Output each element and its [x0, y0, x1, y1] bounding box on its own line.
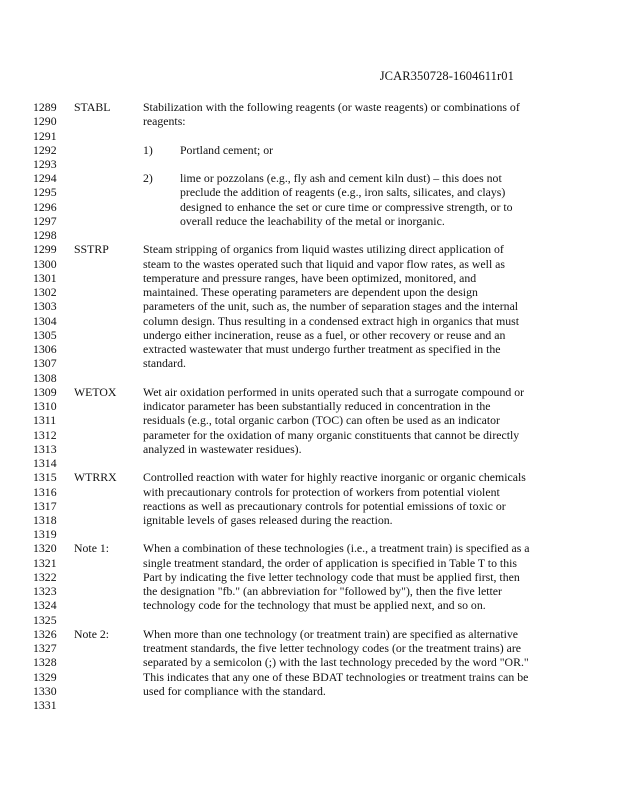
line-number: 1315 — [33, 470, 57, 485]
list-item-line: designed to enhance the set or cure time or compressive strength, or to — [180, 199, 513, 214]
line-number: 1299 — [33, 242, 57, 257]
list-item-number: 2) — [143, 171, 153, 186]
line-number: 1324 — [33, 598, 57, 613]
line-number: 1319 — [33, 527, 57, 542]
line-number: 1298 — [33, 228, 57, 243]
line-number: 1316 — [33, 484, 57, 499]
note-line: the designation "fb." (an abbreviation for "followed by"), then the five letter — [143, 584, 502, 599]
definition-line: standard. — [143, 356, 186, 371]
note-line: separated by a semicolon (;) with the last technology preceded by the word "OR." — [143, 655, 529, 670]
definition-line: Controlled reaction with water for highly reactive inorganic or organic chemicals — [143, 470, 526, 485]
line-number: 1294 — [33, 171, 57, 186]
line-number: 1295 — [33, 185, 57, 200]
line-number: 1313 — [33, 441, 57, 456]
definition-line: parameters of the unit, such as, the number of separation stages and the internal — [143, 299, 519, 314]
definition-line: maintained. These operating parameters are dependent upon the design — [143, 285, 478, 300]
definition-line: with precautionary controls for protection of workers from potential violent — [143, 484, 500, 499]
line-number: 1327 — [33, 641, 57, 656]
line-number: 1302 — [33, 285, 57, 300]
list-item-line: lime or pozzolans (e.g., fly ash and cement kiln dust) – this does not — [180, 171, 502, 186]
line-number: 1300 — [33, 256, 57, 271]
line-number: 1304 — [33, 313, 57, 328]
line-number: 1329 — [33, 669, 57, 684]
line-number: 1318 — [33, 513, 57, 527]
line-number: 1328 — [33, 655, 57, 670]
line-number: 1307 — [33, 356, 57, 371]
note-line: treatment standards, the five letter technology codes (or the treatment trains) are — [143, 641, 522, 656]
note-line: used for compliance with the standard. — [143, 683, 326, 698]
list-item-number: 1) — [143, 142, 153, 157]
line-number: 1326 — [33, 626, 57, 641]
line-number: 1296 — [33, 199, 57, 214]
note-label: Note 2: — [74, 626, 110, 641]
technology-code: STABL — [74, 100, 111, 114]
technology-code: WETOX — [74, 384, 117, 399]
note-line: Part by indicating the five letter technology code that must be applied first, then — [143, 569, 520, 584]
line-number: 1331 — [33, 698, 57, 713]
line-number: 1290 — [33, 114, 57, 129]
line-number: 1322 — [33, 569, 57, 584]
line-number: 1306 — [33, 342, 57, 357]
line-number: 1291 — [33, 128, 57, 143]
note-line: technology code for the technology that must be applied next, and so on. — [143, 598, 486, 613]
definition-line: steam to the wastes operated such that liquid and vapor flow rates, as well as — [143, 256, 505, 271]
definition-line: analyzed in wastewater residues). — [143, 441, 302, 456]
line-number: 1323 — [33, 584, 57, 599]
note-line: single treatment standard, the order of application is specified in Table T to this — [143, 555, 517, 570]
line-number: 1314 — [33, 456, 57, 470]
definition-line: Stabilization with the following reagents (or waste reagents) or combinations of — [143, 100, 520, 114]
note-line: When a combination of these technologies (i.e., a treatment train) is specified as a — [143, 541, 530, 556]
note-label: Note 1: — [74, 541, 110, 556]
list-item-line: preclude the addition of reagents (e.g., iron salts, silicates, and clays) — [180, 185, 506, 200]
technology-code: SSTRP — [74, 242, 109, 257]
line-number: 1311 — [33, 413, 57, 428]
technology-code: WTRRX — [74, 470, 117, 485]
line-number: 1321 — [33, 555, 57, 570]
line-number: 1303 — [33, 299, 57, 314]
line-number: 1292 — [33, 142, 57, 157]
definition-line: parameter for the oxidation of many organic constituents that cannot be directly — [143, 427, 520, 442]
line-number: 1330 — [33, 683, 57, 698]
note-line: This indicates that any one of these BDAT technologies or treatment trains can be — [143, 669, 529, 684]
line-number: 1293 — [33, 157, 57, 171]
line-number: 1308 — [33, 370, 57, 385]
list-item-line: Portland cement; or — [180, 142, 274, 157]
definition-line: reactions as well as precautionary controls for potential emissions of toxic or — [143, 498, 506, 513]
list-item-line: overall reduce the leachability of the metal or inorganic. — [180, 213, 445, 228]
line-number: 1312 — [33, 427, 57, 442]
definition-line: residuals (e.g., total organic carbon (TOC) can often be used as an indicator — [143, 413, 500, 428]
line-number: 1317 — [33, 498, 57, 513]
document-id-header: JCAR350728-1604611r01 — [379, 69, 514, 83]
line-number: 1289 — [33, 100, 57, 114]
definition-line: Wet air oxidation performed in units operated such that a surrogate compound or — [143, 384, 525, 399]
definition-line: reagents: — [143, 114, 186, 129]
definition-line: undergo either incineration, reuse as a fuel, or other recovery or reuse and an — [143, 327, 506, 342]
line-number: 1301 — [33, 270, 57, 285]
line-number: 1309 — [33, 384, 57, 399]
definition-line: Steam stripping of organics from liquid wastes utilizing direct application of — [143, 242, 504, 257]
note-line: When more than one technology (or treatment train) are specified as alternative — [143, 626, 519, 641]
definition-line: indicator parameter has been substantially reduced in concentration in the — [143, 399, 491, 413]
line-number: 1325 — [33, 612, 57, 627]
definition-line: column design. Thus resulting in a condensed extract high in organics that must — [143, 313, 520, 328]
definition-line: extracted wastewater that must undergo further treatment as specified in the — [143, 342, 501, 357]
definition-line: ignitable levels of gases released during the reaction. — [143, 513, 393, 527]
line-number: 1310 — [33, 399, 57, 413]
line-number: 1305 — [33, 327, 57, 342]
definition-line: temperature and pressure ranges, have been optimized, monitored, and — [143, 270, 477, 285]
line-number: 1320 — [33, 541, 57, 556]
line-number: 1297 — [33, 213, 57, 228]
